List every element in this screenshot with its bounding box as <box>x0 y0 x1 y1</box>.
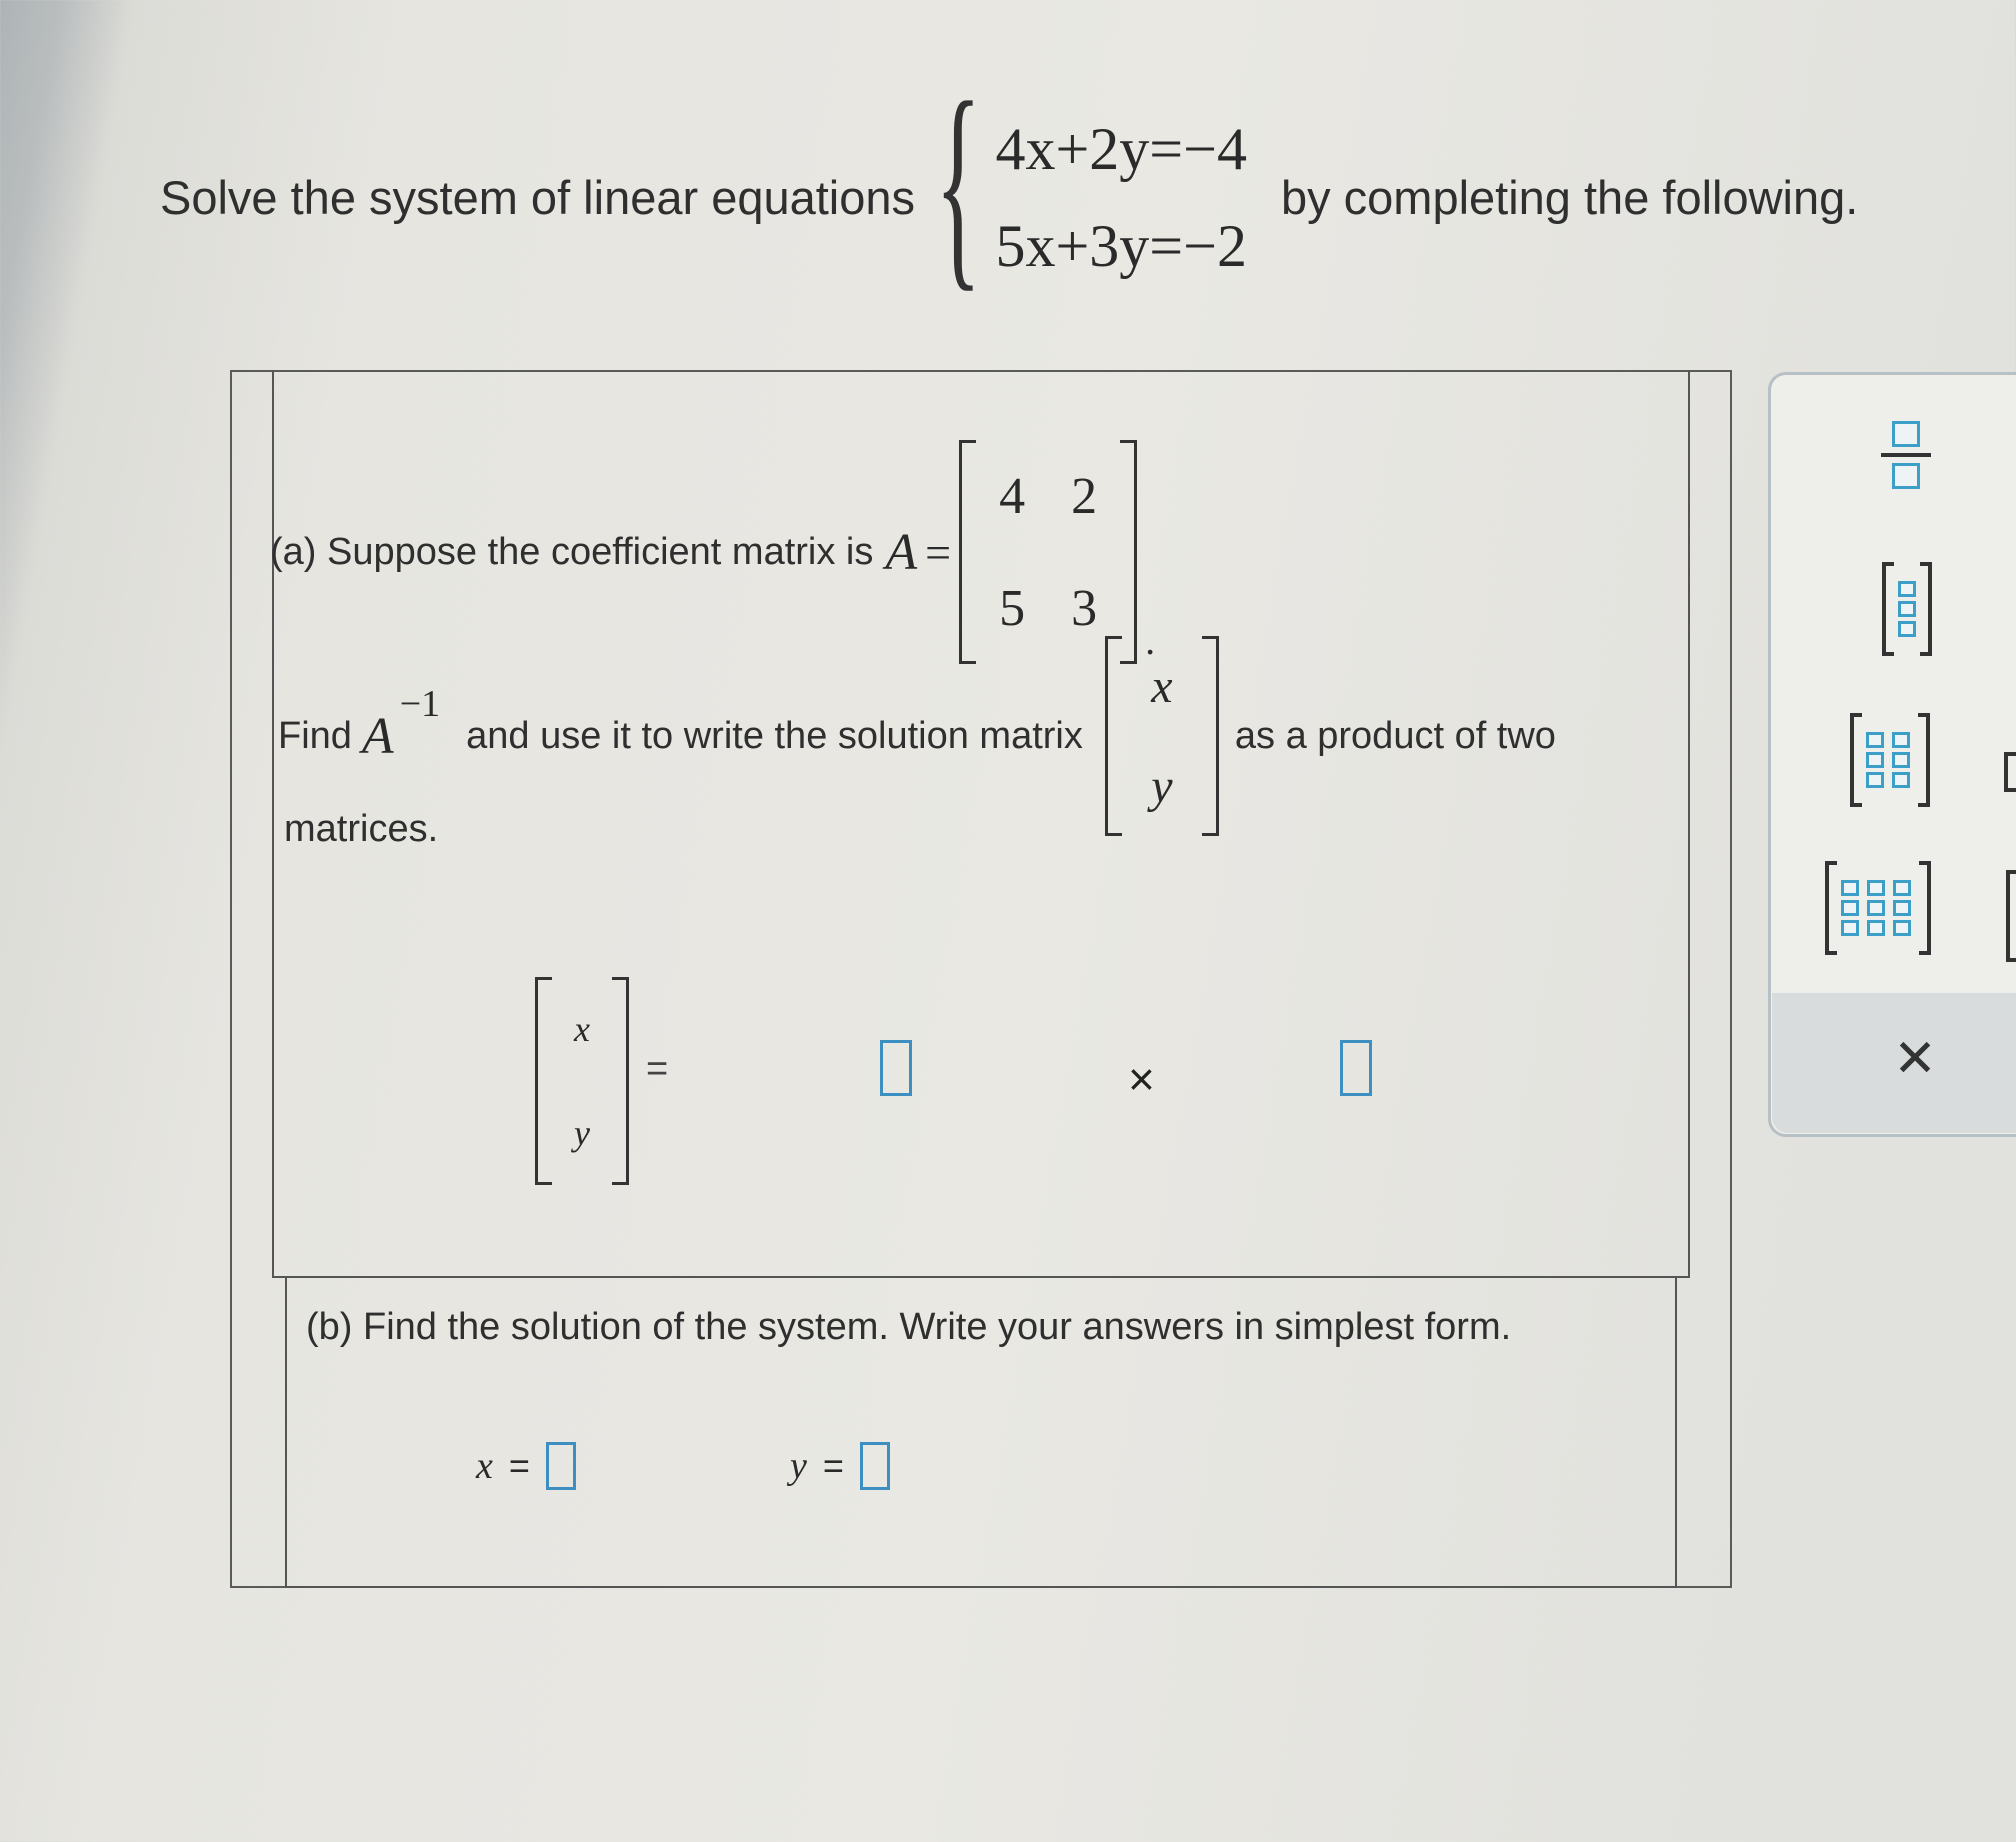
cell-icon <box>1867 920 1885 936</box>
denominator-box-icon <box>1892 463 1920 489</box>
matrix-cell: 2 <box>1071 467 1098 525</box>
right-bracket-icon <box>1120 440 1137 664</box>
coefficient-matrix <box>959 440 1137 664</box>
solution-vector <box>1105 636 1219 836</box>
right-bracket-icon <box>612 977 629 1185</box>
cell-icon <box>1892 772 1910 788</box>
left-brace-icon: { <box>935 54 982 310</box>
equation-system <box>995 115 1247 281</box>
x-equals: = <box>508 1445 530 1486</box>
matrix-cell: 3 <box>1071 579 1098 637</box>
matrix-equals: = <box>925 526 952 578</box>
right-bracket-icon <box>1202 636 1219 836</box>
find-inverse-line <box>278 636 1556 836</box>
statement-suffix: by completing the following. <box>1280 171 1859 224</box>
find-rest: and use it to write the solution matrix <box>466 714 1083 757</box>
part-a-intro-text: (a) Suppose the coefficient matrix is <box>270 530 874 573</box>
matrix-cell: 4 <box>999 467 1026 525</box>
cell-icon <box>1898 621 1916 637</box>
matrix-cell: 5 <box>999 579 1026 637</box>
period: . <box>1145 618 1156 663</box>
3x3-matrix-template-button[interactable] <box>1818 858 1938 958</box>
cell-icon <box>1841 920 1859 936</box>
cell-icon <box>1866 772 1884 788</box>
times-symbol: × <box>1128 1053 1155 1105</box>
x-answer-box[interactable] <box>546 1442 576 1490</box>
fraction-bar-icon <box>1881 453 1931 457</box>
inverse-exponent: −1 <box>399 683 441 725</box>
lhs-vector <box>535 977 629 1185</box>
matrix-name: A <box>885 523 918 581</box>
fraction-template-button[interactable] <box>1872 410 1940 500</box>
partial-bracket-icon <box>2004 752 2016 792</box>
y-label: y <box>790 1445 807 1487</box>
x-answer-row <box>476 1442 576 1490</box>
y-equals: = <box>822 1445 844 1486</box>
inverse-symbol: A <box>361 707 394 765</box>
cell-icon <box>1898 601 1916 617</box>
find-end-2: matrices. <box>284 808 439 850</box>
cell-icon <box>1892 732 1910 748</box>
cell-icon <box>1867 900 1885 916</box>
find-end: as a product of two <box>1234 714 1556 757</box>
y-answer-row <box>790 1442 890 1490</box>
part-a-intro <box>270 440 1155 664</box>
column-vector-template-button[interactable] <box>1862 560 1952 658</box>
cell-icon <box>1898 581 1916 597</box>
right-bracket-icon <box>1919 861 1931 955</box>
matrix-cells-icon <box>1866 732 1914 788</box>
cell-icon <box>1866 752 1884 768</box>
numerator-box-icon <box>1892 421 1920 447</box>
cell-icon <box>1893 920 1911 936</box>
cell-icon <box>1893 900 1911 916</box>
left-bracket-icon <box>535 977 552 1185</box>
y-answer-box[interactable] <box>860 1442 890 1490</box>
cell-icon <box>1892 752 1910 768</box>
vector-entry-x: x <box>574 1009 590 1049</box>
constant-matrix-answer-box[interactable] <box>1340 1040 1372 1096</box>
cell-icon <box>1866 732 1884 748</box>
vector-entry-y: y <box>574 1113 590 1153</box>
left-bracket-icon <box>1882 562 1894 656</box>
panel-divider-right <box>1688 370 1690 1278</box>
2x3-matrix-template-button[interactable] <box>1840 710 1940 810</box>
inverse-matrix-answer-box[interactable] <box>880 1040 912 1096</box>
cell-icon <box>1867 880 1885 896</box>
vector-entry-y: y <box>1151 759 1173 813</box>
equation-1: 4x+2y=−4 <box>995 115 1247 182</box>
part-b-prompt: (b) Find the solution of the system. Write your answers in simplest form. <box>306 1306 1512 1348</box>
equation-equals: = <box>646 1048 669 1090</box>
right-bracket-icon <box>1918 713 1930 807</box>
cell-icon <box>1841 880 1859 896</box>
equation-2: 5x+3y=−2 <box>995 212 1247 279</box>
vector-entry-x: x <box>1151 659 1173 713</box>
statement-prefix: Solve the system of linear equations <box>160 171 916 224</box>
x-label: x <box>476 1445 493 1487</box>
find-label: Find <box>278 714 352 757</box>
left-bracket-icon <box>1850 713 1862 807</box>
partial-bracket-icon <box>2006 870 2016 962</box>
left-bracket-icon <box>1825 861 1837 955</box>
problem-statement <box>160 54 1859 310</box>
cell-icon <box>1893 880 1911 896</box>
left-bracket-icon <box>1105 636 1122 836</box>
right-bracket-icon <box>1920 562 1932 656</box>
left-bracket-icon <box>959 440 976 664</box>
cell-icon <box>1841 900 1859 916</box>
close-icon[interactable]: ✕ <box>1893 1030 1937 1088</box>
vector-cells-icon <box>1898 581 1916 637</box>
matrix-cells-icon <box>1841 880 1915 936</box>
